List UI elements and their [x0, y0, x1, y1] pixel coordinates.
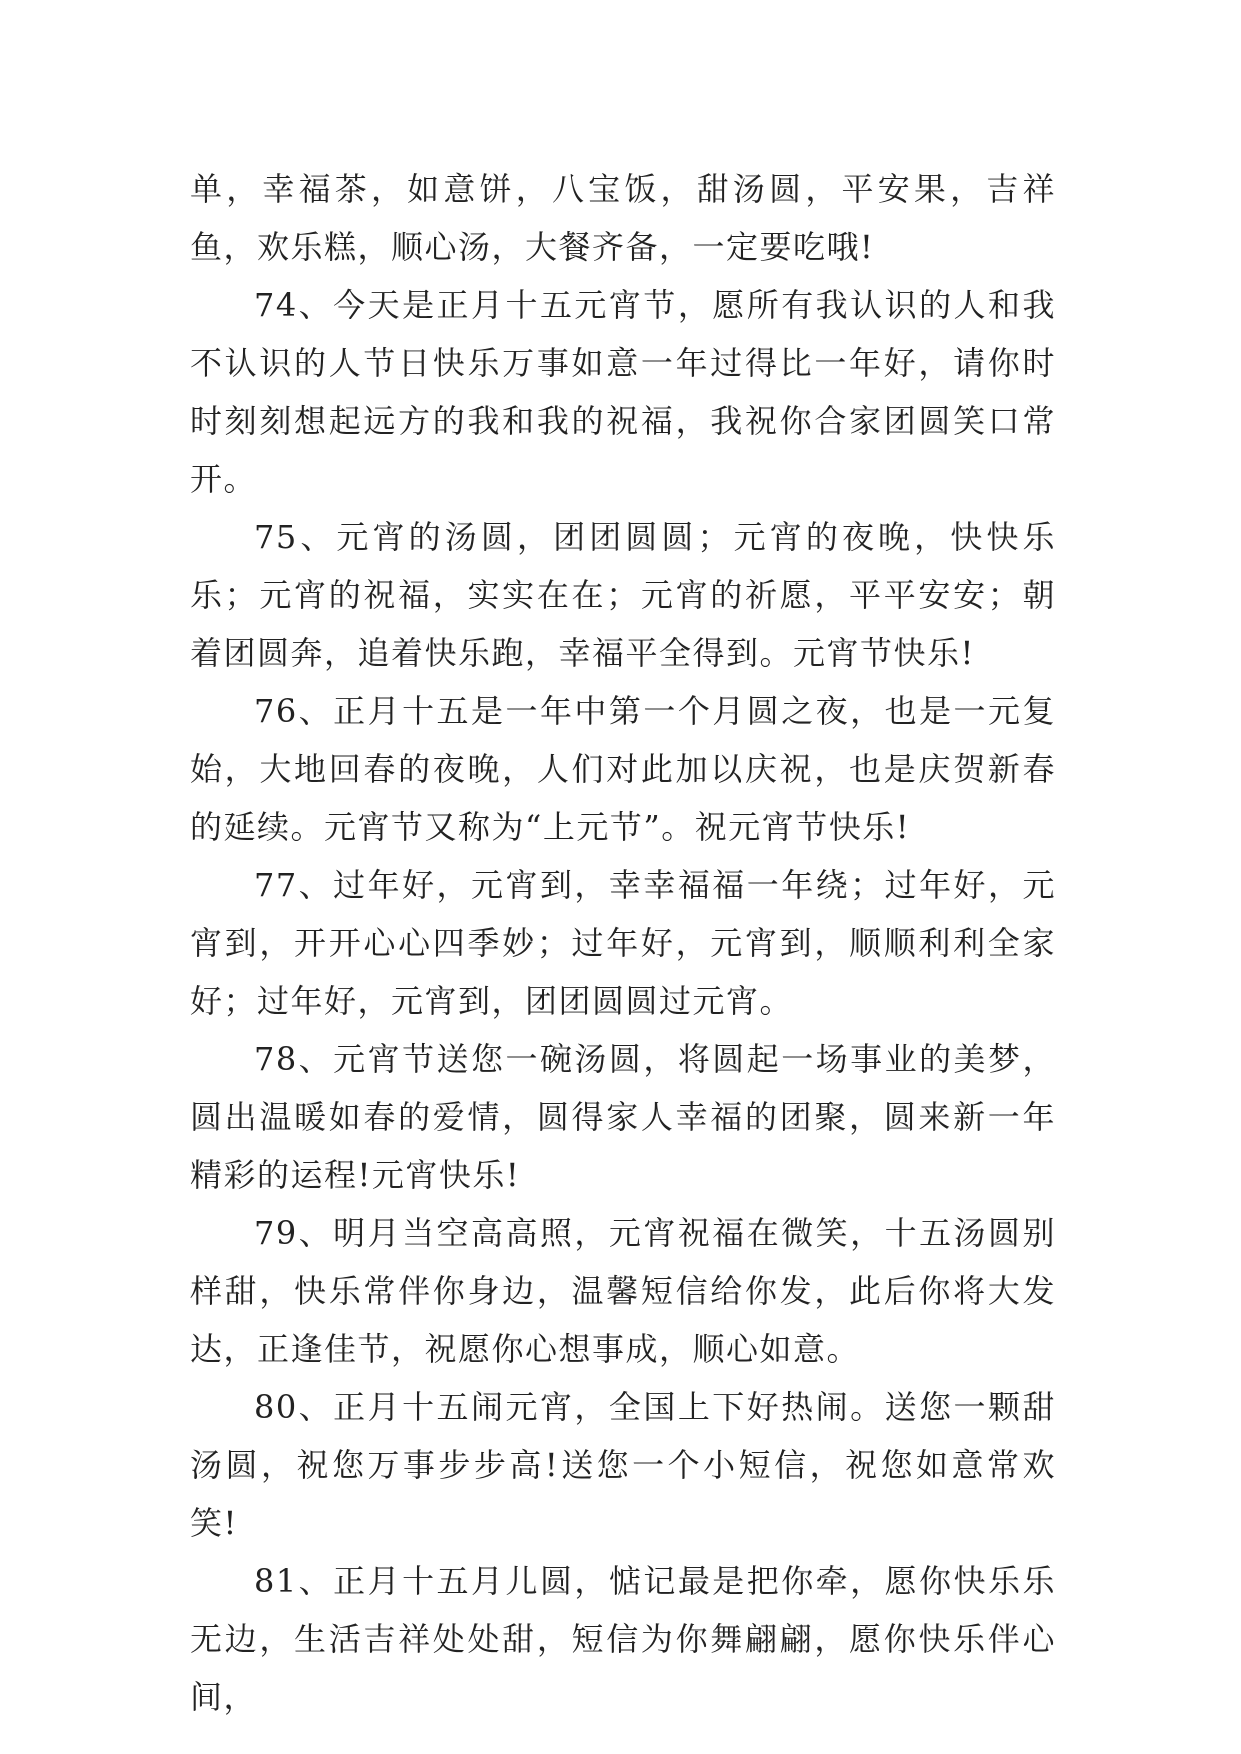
paragraph-continuation: 单，幸福茶，如意饼，八宝饭，甜汤圆，平安果，吉祥鱼，欢乐糕，顺心汤，大餐齐备，一定要吃哦!	[190, 170, 1056, 266]
paragraph-78: 78、元宵节送您一碗汤圆，将圆起一场事业的美梦，圆出温暖如春的爱情，圆得家人幸福的团聚，圆来新一年精彩的运程!元宵快乐!	[190, 1040, 1056, 1194]
paragraph-75: 75、元宵的汤圆，团团圆圆；元宵的夜晚，快快乐乐；元宵的祝福，实实在在；元宵的祈愿，平平安安；朝着团圆奔，追着快乐跑，幸福平全得到。元宵节快乐!	[190, 518, 1056, 672]
paragraph-80: 80、正月十五闹元宵，全国上下好热闹。送您一颗甜汤圆，祝您万事步步高!送您一个小短信，祝您如意常欢笑!	[190, 1388, 1056, 1542]
paragraph-74: 74、今天是正月十五元宵节，愿所有我认识的人和我不认识的人节日快乐万事如意一年过得比一年好，请你时时刻刻想起远方的我和我的祝福，我祝你合家团圆笑口常开。	[190, 286, 1056, 498]
paragraph-79: 79、明月当空高高照，元宵祝福在微笑，十五汤圆别样甜，快乐常伴你身边，温馨短信给你发，此后你将大发达，正逢佳节，祝愿你心想事成，顺心如意。	[190, 1214, 1056, 1368]
paragraph-81: 81、正月十五月儿圆，惦记最是把你牵，愿你快乐乐无边，生活吉祥处处甜，短信为你舞翩翩，愿你快乐伴心间，	[190, 1562, 1056, 1716]
paragraph-76: 76、正月十五是一年中第一个月圆之夜，也是一元复始，大地回春的夜晚，人们对此加以庆祝，也是庆贺新春的延续。元宵节又称为“上元节”。祝元宵节快乐!	[190, 692, 1056, 846]
paragraph-77: 77、过年好，元宵到，幸幸福福一年绕；过年好，元宵到，开开心心四季妙；过年好，元宵到，顺顺利利全家好；过年好，元宵到，团团圆圆过元宵。	[190, 866, 1056, 1020]
document-body	[190, 160, 1056, 1726]
